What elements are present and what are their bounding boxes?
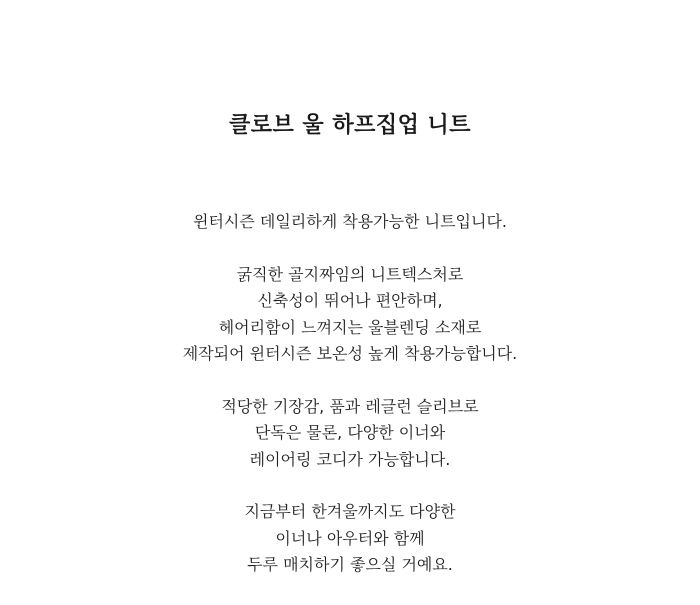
description-line: 윈터시즌 데일리하게 착용가능한 니트입니다. xyxy=(192,212,507,231)
description-line: 지금부터 한겨울까지도 다양한 xyxy=(244,502,456,521)
description-line: 이너나 아우터와 함께 xyxy=(275,528,425,548)
description-line: 굵직한 골지짜임의 니트텍스처로 xyxy=(236,264,464,284)
product-title: 클로브 울 하프집업 니트 xyxy=(229,113,471,138)
product-description xyxy=(0,209,700,605)
description-line: 제작되어 윈터시즌 보온성 높게 착용가능합니다. xyxy=(182,344,518,363)
description-line: 레이어링 코디가 가능합니다. xyxy=(249,449,451,469)
description-line: 적당한 기장감, 품과 레글런 슬리브로 xyxy=(221,396,479,416)
description-paragraph-texture xyxy=(0,262,700,368)
description-paragraph-styling xyxy=(0,499,700,579)
description-line: 헤어리함이 느껴지는 울블렌딩 소재로 xyxy=(218,317,482,337)
description-line: 두루 매치하기 좋으실 거예요. xyxy=(247,555,453,574)
description-paragraph-fit xyxy=(0,394,700,474)
description-line: 신축성이 뛰어나 편안하며, xyxy=(257,291,443,310)
description-line: 단독은 물론, 다양한 이너와 xyxy=(254,423,446,442)
description-paragraph-intro xyxy=(0,209,700,236)
